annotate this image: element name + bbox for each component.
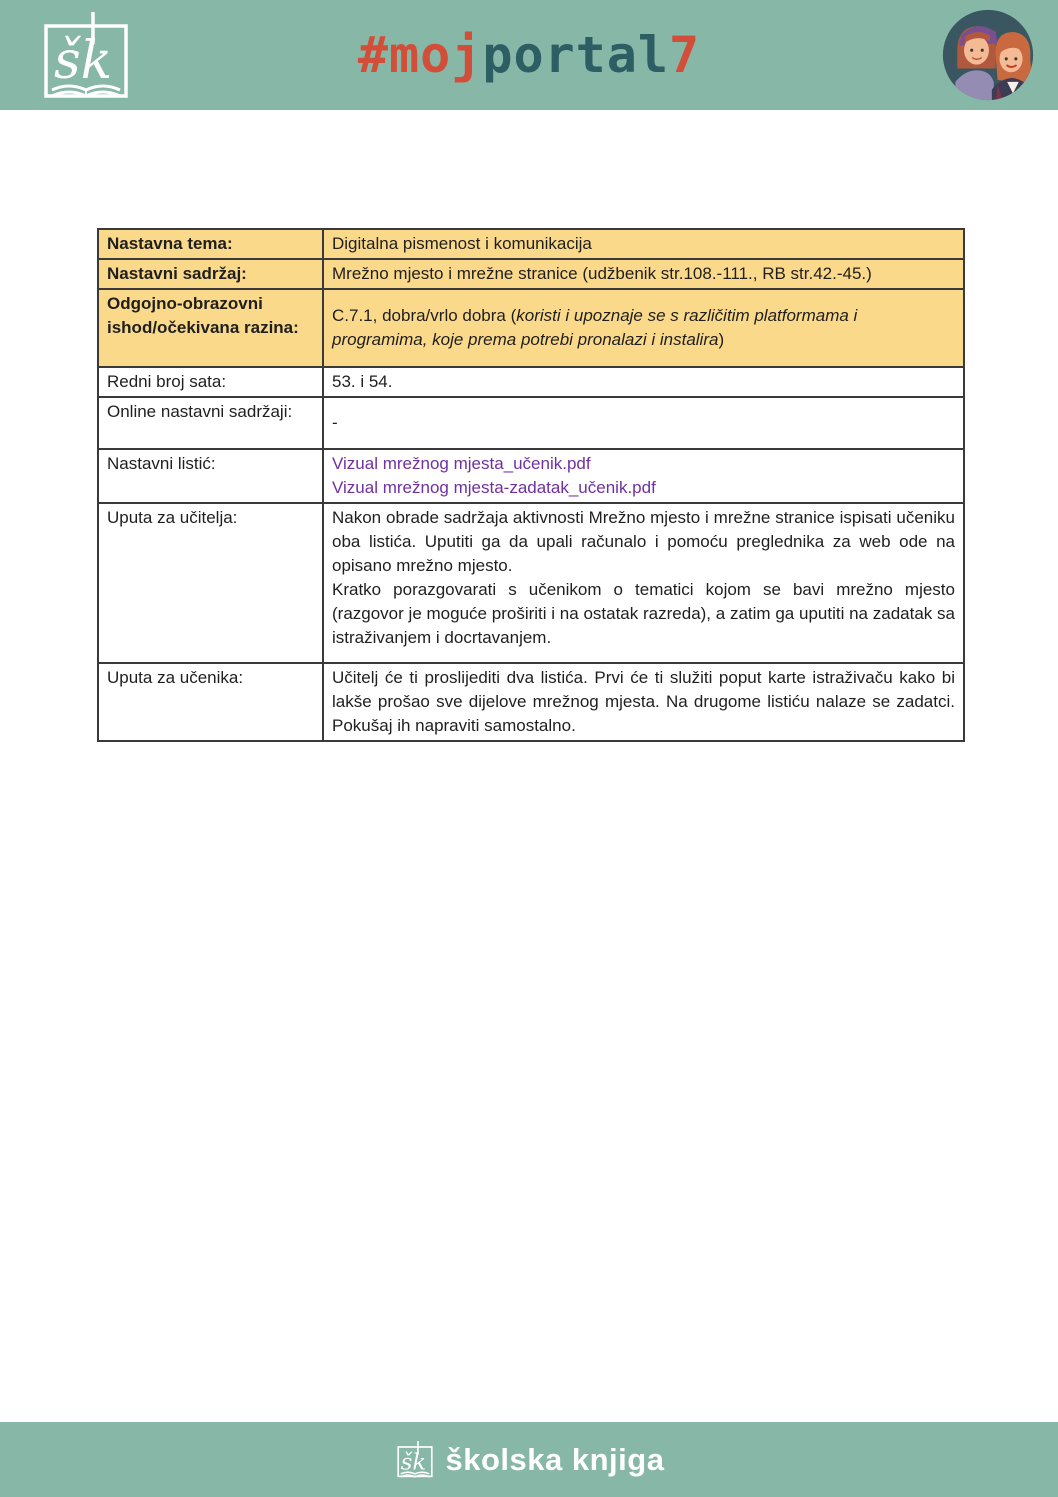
table-row <box>98 449 964 503</box>
row-label: Redni broj sata: <box>98 367 323 397</box>
row-label: Nastavni listić: <box>98 449 323 503</box>
header-banner <box>0 0 1058 110</box>
table-row <box>98 503 964 663</box>
row-value <box>323 289 964 367</box>
page-title <box>0 0 1058 110</box>
row-label: Uputa za učitelja: <box>98 503 323 663</box>
svg-text:šk: šk <box>54 31 113 91</box>
value-prefix: C.7.1, dobra/vrlo dobra ( <box>332 306 517 325</box>
table-row <box>98 663 964 741</box>
row-label: Odgojno-obrazovni ishod/očekivana razina: <box>98 289 323 367</box>
table-row <box>98 367 964 397</box>
value-suffix: ) <box>718 330 725 349</box>
pdf-link-1[interactable]: Vizual mrežnog mjesta_učenik.pdf <box>332 454 591 473</box>
row-value: - <box>323 397 964 449</box>
sk-logo-icon <box>394 1434 436 1486</box>
teacher-instructions-p1: Nakon obrade sadržaja aktivnosti Mrežno mjesto i mrežne stranice ispisati učeniku oba listića. Uputiti ga da upali računalo i pomoću preglednika za web ode na opisano mrežno mjesto. <box>332 508 955 575</box>
publisher-brand: školska knjiga <box>445 1441 665 1477</box>
row-value: Mrežno mjesto i mrežne stranice (udžbenik str.108.-111., RB str.42.-45.) <box>323 259 964 289</box>
students-avatar-icon <box>940 7 1036 103</box>
table-row <box>98 259 964 289</box>
row-value <box>323 503 964 663</box>
value-italic: koristi i upoznaje se s različitim platformama i programima, koje prema potrebi pronalazi i instalira <box>332 306 858 349</box>
table-row <box>98 229 964 259</box>
row-label: Uputa za učenika: <box>98 663 323 741</box>
title-part-hash: #moj <box>357 26 483 84</box>
lesson-plan-table <box>97 228 965 742</box>
pdf-link-2[interactable]: Vizual mrežnog mjesta-zadatak_učenik.pdf <box>332 478 656 497</box>
row-value: Digitalna pismenost i komunikacija <box>323 229 964 259</box>
row-label: Online nastavni sadržaji: <box>98 397 323 449</box>
teacher-instructions-p2: Kratko porazgovarati s učenikom o tematici kojom se bavi mrežno mjesto (razgovor je moguće proširiti i na ostatak razreda), a zatim ga uputiti na zadatak sa istraživanjem i docrtavanjem. <box>332 580 955 647</box>
table-row <box>98 397 964 449</box>
row-label: Nastavni sadržaj: <box>98 259 323 289</box>
row-value <box>323 449 964 503</box>
row-value <box>323 663 964 741</box>
title-part-mid: portal <box>482 26 669 84</box>
student-instructions-p1: Učitelj će ti proslijediti dva listića. Prvi će ti služiti poput karte istraživaču kako bi lakše prošao sve dijelove mrežnog mjesta. Na drugome listiću nalaze se zadatci. Pokušaj ih napraviti samostalno. <box>332 668 955 735</box>
footer-banner <box>0 1422 1058 1497</box>
row-label: Nastavna tema: <box>98 229 323 259</box>
svg-text:šk: šk <box>400 1449 426 1476</box>
table-row <box>98 289 964 367</box>
title-part-num: 7 <box>668 26 701 84</box>
row-value: 53. i 54. <box>323 367 964 397</box>
